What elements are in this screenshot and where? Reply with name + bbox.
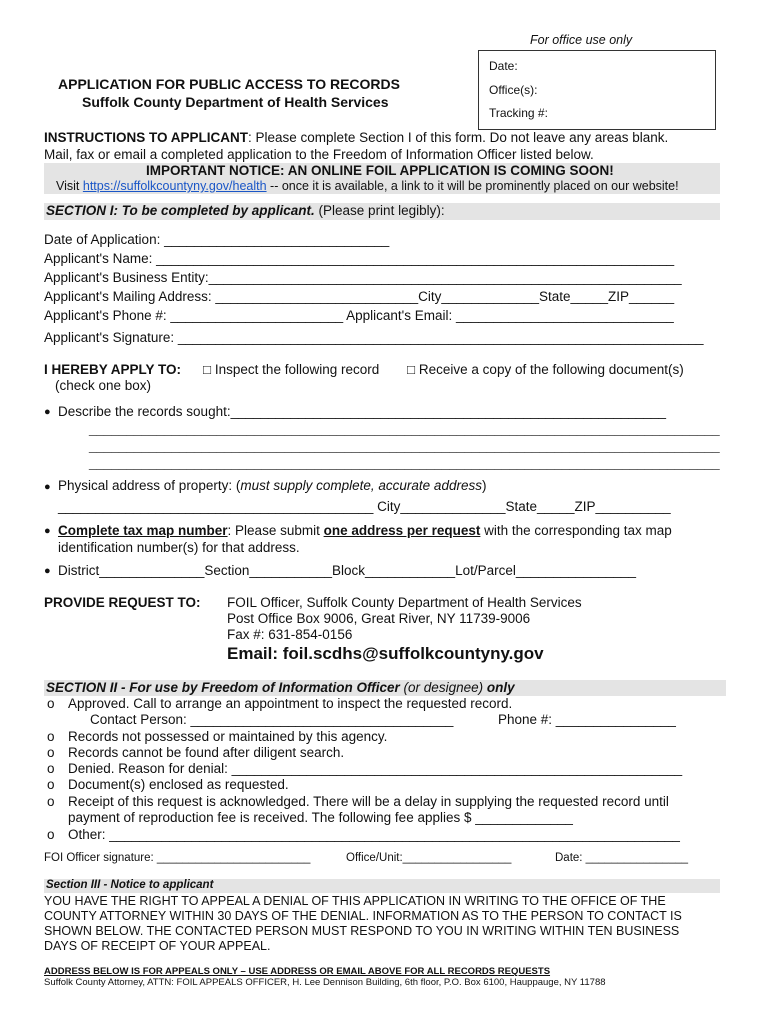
appeals-only-note: ADDRESS BELOW IS FOR APPEALS ONLY – USE ADDRESS OR EMAIL ABOVE FOR ALL RECORDS REQUESTS: [44, 966, 551, 977]
records-sought-line-2[interactable]: ____________________________________________________________________________________: [89, 421, 720, 436]
bullet-icon: ●: [44, 525, 51, 537]
business-entity-field[interactable]: Applicant's Business Entity:_______________________________________________________________: [44, 270, 682, 285]
tax-map-instructions: [58, 523, 672, 538]
applicant-name-field[interactable]: Applicant's Name: _____________________________________________________________________: [44, 251, 675, 266]
office-unit-field[interactable]: Office/Unit:_________________: [346, 852, 512, 864]
option-marker[interactable]: o: [47, 745, 55, 760]
apply-sub: (check one box): [55, 378, 152, 393]
property-address-label: [58, 478, 486, 493]
not-found-item: Records cannot be found after diligent search.: [68, 745, 345, 760]
office-tracking-label: Tracking #:: [489, 106, 548, 120]
option-marker[interactable]: o: [47, 761, 55, 776]
section2-title-end: only: [486, 680, 515, 695]
section3-title: Section III - Notice to applicant: [46, 879, 214, 891]
property-pre: Physical address of property: (: [58, 478, 241, 493]
visit-line: [56, 179, 679, 193]
appeals-address: Suffolk County Attorney, ATTN: FOIL APPEALS OFFICER, H. Lee Dennison Building, 6th floor, P.O. Box 6100, Hauppauge, NY 11788: [44, 977, 606, 988]
taxmap-lead: Complete tax map number: [58, 523, 228, 538]
provide-label: PROVIDE REQUEST TO:: [44, 595, 201, 610]
enclosed-item: Document(s) enclosed as requested.: [68, 777, 289, 792]
acknowledged-item: Receipt of this request is acknowledged. There will be a delay in supplying the requested record until: [68, 794, 669, 809]
signature-field[interactable]: Applicant's Signature: ______________________________________________________________________: [44, 330, 704, 345]
page-title: APPLICATION FOR PUBLIC ACCESS TO RECORDS: [58, 76, 400, 92]
property-address-field[interactable]: __________________________________________ City______________State_____ZIP__________: [58, 499, 671, 514]
office-use-label: For office use only: [530, 33, 633, 47]
phone-email-field[interactable]: Applicant's Phone #: _______________________ Applicant's Email: _____________________________: [44, 308, 674, 323]
section2-title: SECTION II - For use by Freedom of Information Officer: [46, 680, 400, 695]
office-use-box: [478, 50, 716, 130]
foi-date-field[interactable]: Date: ________________: [555, 852, 689, 864]
contact-person-field[interactable]: Contact Person: ___________________________________: [90, 712, 454, 727]
tax-map-field[interactable]: District______________Section___________Block____________Lot/Parcel________________: [58, 563, 636, 578]
appeal-notice-4: DAYS OF RECEIPT OF YOUR APPEAL.: [44, 939, 271, 953]
appeal-notice-1: YOU HAVE THE RIGHT TO APPEAL A DENIAL OF THIS APPLICATION IN WRITING TO THE OFFICE OF THE: [44, 894, 666, 908]
other-item[interactable]: Other: ____________________________________________________________________________: [68, 827, 680, 842]
taxmap-mid: : Please submit: [227, 523, 324, 538]
tax-map-instructions-2: identification number(s) for that address.: [58, 540, 300, 555]
apply-label: I HEREBY APPLY TO:: [44, 362, 182, 377]
fee-item[interactable]: payment of reproduction fee is received. The following fee applies $ _____________: [68, 810, 573, 825]
section2-title-mid: (or designee): [399, 680, 487, 695]
records-sought-field[interactable]: Describe the records sought:__________________________________________________________: [58, 404, 667, 419]
provide-officer: FOIL Officer, Suffolk County Department of Health Services: [227, 595, 582, 610]
approved-item: Approved. Call to arrange an appointment to inspect the requested record.: [68, 696, 513, 711]
bullet-icon: ●: [44, 565, 51, 577]
instructions-line-2: Mail, fax or email a completed application to the Freedom of Information Officer listed below.: [44, 147, 594, 162]
bullet-icon: ●: [44, 481, 51, 493]
taxmap-post: with the corresponding tax map: [480, 523, 672, 538]
provide-address: Post Office Box 9006, Great River, NY 11739-9006: [227, 611, 531, 626]
provide-fax: Fax #: 631-854-0156: [227, 627, 353, 642]
property-italic: must supply complete, accurate address: [240, 478, 482, 493]
bullet-icon: ●: [44, 406, 51, 418]
section1-title: SECTION I: To be completed by applicant.: [46, 203, 315, 218]
denied-item[interactable]: Denied. Reason for denial: ____________________________________________________________: [68, 761, 683, 776]
appeal-notice-2: COUNTY ATTORNEY WITHIN 30 DAYS OF THE DENIAL. INFORMATION AS TO THE PERSON TO CONTACT IS: [44, 909, 682, 923]
health-website-link[interactable]: https://suffolkcountyny.gov/health: [82, 179, 267, 193]
contact-phone-field[interactable]: Phone #: ________________: [498, 712, 676, 727]
option-marker[interactable]: o: [47, 827, 55, 842]
records-sought-line-4[interactable]: ____________________________________________________________________________________: [89, 455, 720, 470]
property-post: ): [481, 478, 487, 493]
section1-heading: [46, 203, 445, 218]
visit-post: -- once it is available, a link to it will be prominently placed on our website!: [266, 179, 679, 193]
date-of-application-field[interactable]: Date of Application: ______________________________: [44, 232, 390, 247]
option-marker[interactable]: o: [47, 777, 55, 792]
inspect-checkbox[interactable]: □ Inspect the following record: [203, 362, 380, 377]
option-marker[interactable]: o: [47, 729, 55, 744]
not-possessed-item: Records not possessed or maintained by this agency.: [68, 729, 388, 744]
provide-email: Email: foil.scdhs@suffolkcountyny.gov: [227, 644, 544, 663]
department-name: Suffolk County Department of Health Services: [82, 94, 389, 110]
copy-checkbox[interactable]: □ Receive a copy of the following document(s): [407, 362, 684, 377]
instructions-line-1: [44, 130, 668, 145]
appeal-notice-3: SHOWN BELOW. THE CONTACTED PERSON MUST RESPOND TO YOU IN WRITING WITHIN TEN BUSINESS: [44, 924, 680, 938]
foi-signature-field[interactable]: FOI Officer signature: ________________________: [44, 852, 311, 864]
section1-subtitle: (Please print legibly):: [314, 203, 445, 218]
online-notice: IMPORTANT NOTICE: AN ONLINE FOIL APPLICATION IS COMING SOON!: [146, 163, 614, 178]
office-date-label: Date:: [489, 59, 518, 73]
instructions-lead: INSTRUCTIONS TO APPLICANT: [44, 130, 249, 145]
office-offices-label: Office(s):: [489, 83, 538, 97]
records-sought-line-3[interactable]: ____________________________________________________________________________________: [89, 438, 720, 453]
option-marker[interactable]: o: [47, 696, 55, 711]
instructions-text-1: : Please complete Section I of this form. Do not leave any areas blank.: [248, 130, 669, 145]
mailing-address-field[interactable]: Applicant's Mailing Address: ___________________________City_____________State_____ZIP______: [44, 289, 675, 304]
taxmap-bold: one address per request: [323, 523, 481, 538]
visit-pre: Visit: [56, 179, 83, 193]
option-marker[interactable]: o: [47, 794, 55, 809]
section2-heading: [46, 680, 515, 695]
